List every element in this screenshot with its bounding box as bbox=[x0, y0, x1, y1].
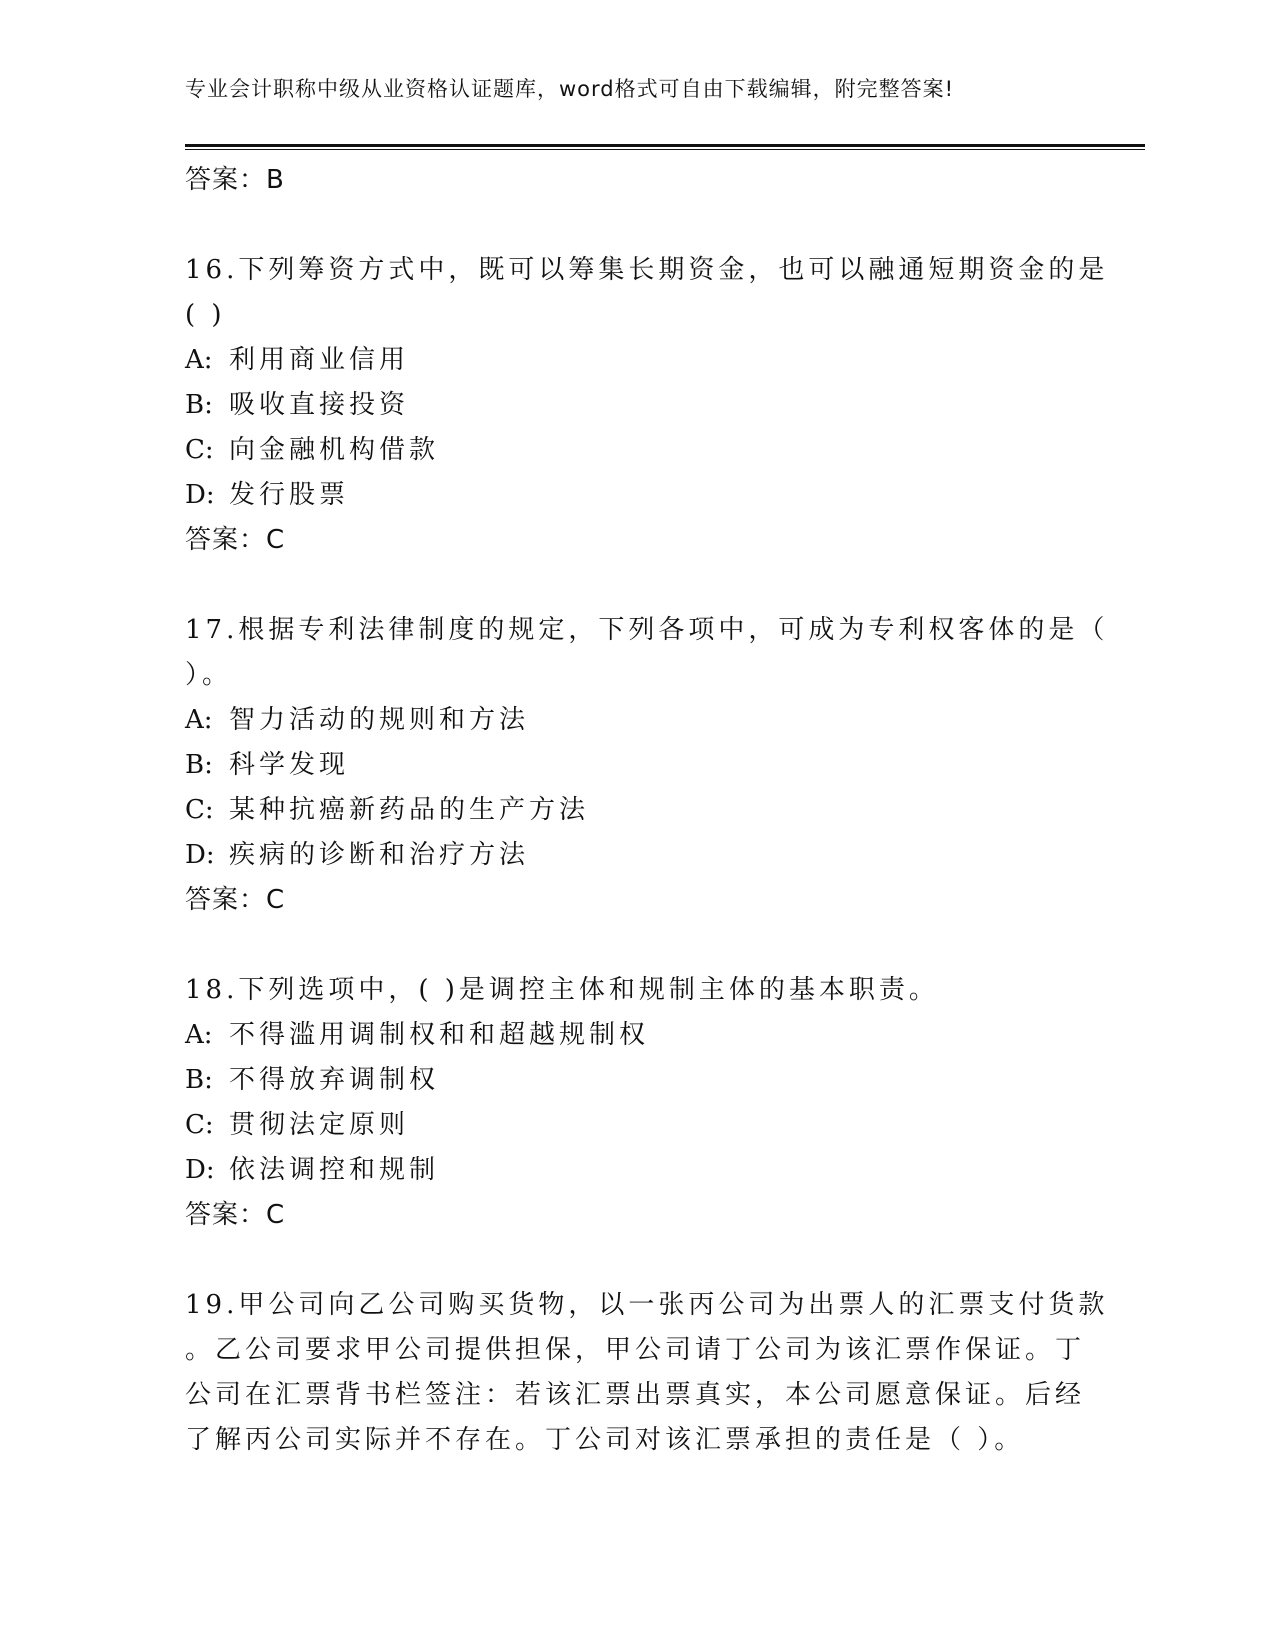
option-text: 贯彻法定原则 bbox=[229, 1110, 410, 1140]
option-letter: C: bbox=[185, 795, 214, 825]
option-letter: D: bbox=[185, 1155, 215, 1185]
option-text: 智力活动的规则和方法 bbox=[229, 705, 530, 735]
question-16 bbox=[185, 248, 1145, 563]
option-text: 不得滥用调制权和和超越规制权 bbox=[229, 1020, 650, 1050]
option-letter: B: bbox=[185, 390, 213, 420]
option-b bbox=[185, 383, 1145, 428]
option-d bbox=[185, 833, 1145, 878]
page-header: 专业会计职称中级从业资格认证题库，word格式可自由下载编辑，附完整答案! bbox=[185, 77, 955, 101]
option-text: 疾病的诊断和治疗方法 bbox=[229, 840, 530, 870]
option-letter: D: bbox=[185, 840, 215, 870]
answer-line: 答案：B bbox=[185, 165, 285, 195]
question-stem-line: 17.根据专利法律制度的规定，下列各项中，可成为专利权客体的是（ bbox=[185, 615, 1109, 645]
option-text: 吸收直接投资 bbox=[229, 390, 410, 420]
option-letter: C: bbox=[185, 435, 214, 465]
question-18 bbox=[185, 968, 1145, 1238]
option-text: 不得放弃调制权 bbox=[229, 1065, 440, 1095]
option-a bbox=[185, 698, 1145, 743]
option-d bbox=[185, 473, 1145, 518]
option-c bbox=[185, 428, 1145, 473]
answer-line: 答案：C bbox=[185, 1200, 286, 1230]
answer-line: 答案：C bbox=[185, 525, 286, 555]
question-stem-line: ）。 bbox=[185, 660, 233, 690]
question-stem-line: 。乙公司要求甲公司提供担保，甲公司请丁公司为该汇票作保证。丁 bbox=[185, 1335, 1086, 1365]
question-stem-line: 19.甲公司向乙公司购买货物，以一张丙公司为出票人的汇票支付货款 bbox=[185, 1290, 1109, 1320]
option-b bbox=[185, 1058, 1145, 1103]
document-body bbox=[185, 158, 1145, 1463]
option-a bbox=[185, 1013, 1145, 1058]
question-stem-line: 16.下列筹资方式中，既可以筹集长期资金，也可以融通短期资金的是 bbox=[185, 255, 1109, 285]
option-letter: B: bbox=[185, 750, 213, 780]
answer-line: 答案：C bbox=[185, 885, 286, 915]
option-d bbox=[185, 1148, 1145, 1193]
option-text: 发行股票 bbox=[229, 480, 350, 510]
option-text: 利用商业信用 bbox=[229, 345, 410, 375]
option-letter: B: bbox=[185, 1065, 213, 1095]
option-c bbox=[185, 1103, 1145, 1148]
question-stem-line: ( ) bbox=[185, 300, 226, 330]
option-letter: A: bbox=[185, 1020, 213, 1050]
question-stem-line: 了解丙公司实际并不存在。丁公司对该汇票承担的责任是（ ）。 bbox=[185, 1425, 1025, 1455]
option-letter: D: bbox=[185, 480, 215, 510]
option-text: 依法调控和规制 bbox=[229, 1155, 440, 1185]
option-letter: A: bbox=[185, 705, 213, 735]
option-c bbox=[185, 788, 1145, 833]
option-b bbox=[185, 743, 1145, 788]
option-letter: A: bbox=[185, 345, 213, 375]
question-19 bbox=[185, 1283, 1145, 1463]
question-17 bbox=[185, 608, 1145, 923]
option-text: 科学发现 bbox=[229, 750, 350, 780]
question-stem-line: 公司在汇票背书栏签注：若该汇票出票真实，本公司愿意保证。后经 bbox=[185, 1380, 1086, 1410]
option-text: 某种抗癌新药品的生产方法 bbox=[229, 795, 590, 825]
option-text: 向金融机构借款 bbox=[229, 435, 440, 465]
question-stem-line: 18.下列选项中，( )是调控主体和规制主体的基本职责。 bbox=[185, 975, 939, 1005]
option-a bbox=[185, 338, 1145, 383]
option-letter: C: bbox=[185, 1110, 214, 1140]
header-rule bbox=[185, 144, 1145, 150]
